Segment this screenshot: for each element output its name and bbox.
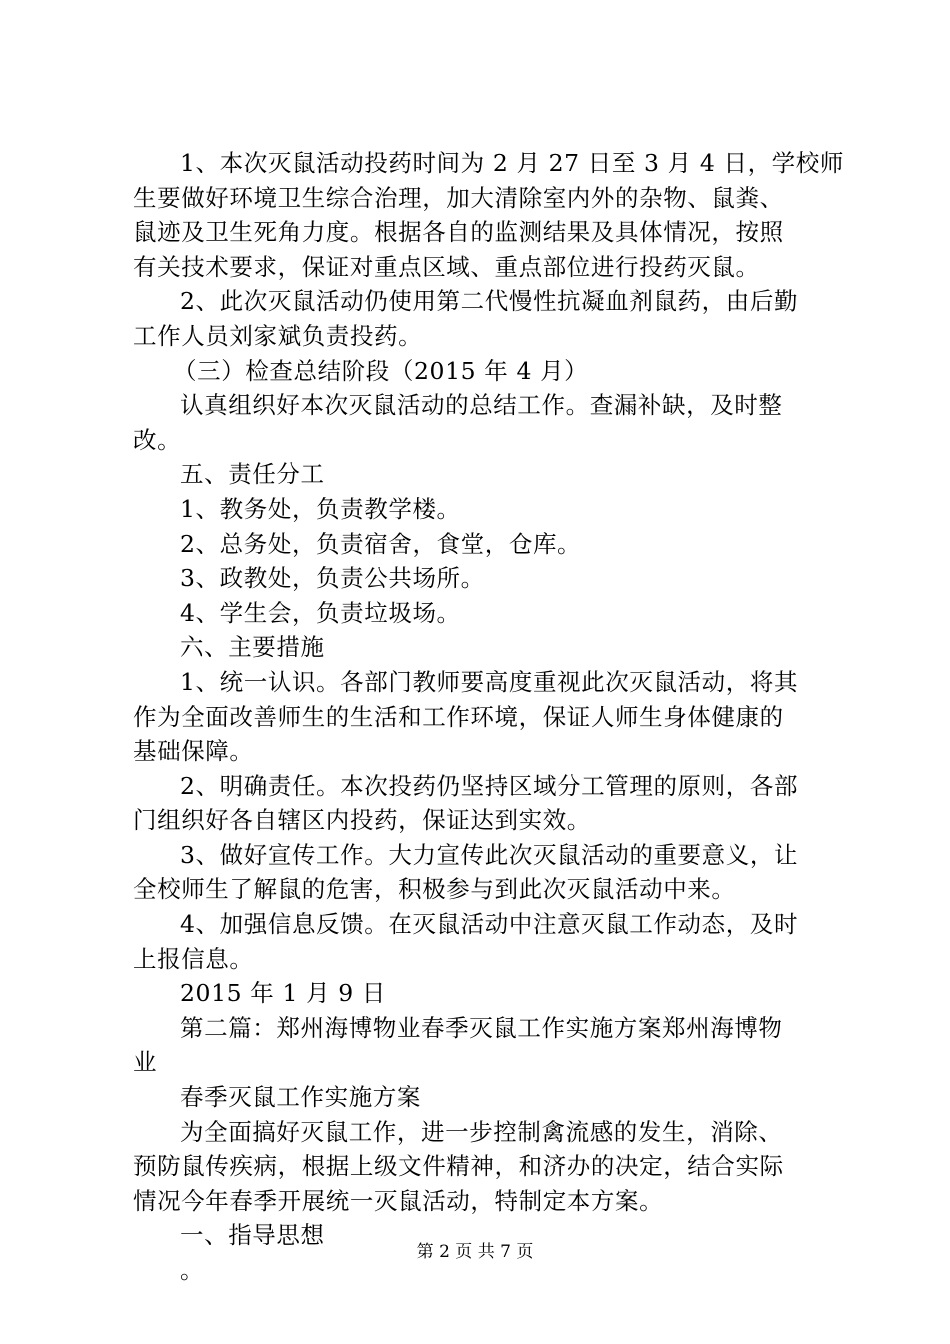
list-item: 2、总务处，负责宿舍，食堂，仓库。 xyxy=(180,529,582,558)
paragraph-line: 门组织好各自辖区内投药，保证达到实效。 xyxy=(133,806,591,835)
paragraph-line: 预防鼠传疾病，根据上级文件精神，和济办的决定，结合实际 xyxy=(133,1152,784,1181)
paragraph-line: 为全面搞好灭鼠工作，进一步控制禽流感的发生，消除、 xyxy=(180,1117,783,1146)
paragraph-line: 鼠迹及卫生死角力度。根据各自的监测结果及具体情况，按照 xyxy=(133,218,784,247)
paragraph-line: 工作人员刘家斌负责投药。 xyxy=(133,321,423,350)
paragraph-line: 基础保障。 xyxy=(133,737,254,766)
list-item: 3、政教处，负责公共场所。 xyxy=(180,564,485,593)
paragraph-line: 2、明确责任。本次投药仍坚持区域分工管理的原则，各部 xyxy=(180,771,799,800)
list-item: 1、教务处，负责教学楼。 xyxy=(180,494,461,523)
paragraph-line: 有关技术要求，保证对重点区域、重点部位进行投药灭鼠。 xyxy=(133,252,760,281)
article-subtitle: 春季灭鼠工作实施方案 xyxy=(180,1083,421,1112)
document-body xyxy=(133,146,844,1288)
paragraph-line: 上报信息。 xyxy=(133,944,254,973)
paragraph-line: 生要做好环境卫生综合治理，加大清除室内外的杂物、鼠粪、 xyxy=(133,183,784,212)
paragraph-line: 认真组织好本次灭鼠活动的总结工作。查漏补缺，及时整 xyxy=(180,391,783,420)
paragraph-line: 情况今年春季开展统一灭鼠活动，特制定本方案。 xyxy=(133,1186,664,1215)
page-number-footer: 第 2 页 共 7 页 xyxy=(416,1242,534,1262)
article-title: 业 xyxy=(133,1048,158,1077)
section-heading: 六、主要措施 xyxy=(180,633,325,662)
paragraph-line: 3、做好宣传工作。大力宣传此次灭鼠活动的重要意义，让 xyxy=(180,840,799,869)
section-heading: 五、责任分工 xyxy=(180,460,325,489)
paragraph-line: 1、本次灭鼠活动投药时间为 2 月 27 日至 3 月 4 日，学校师 xyxy=(180,149,844,177)
paragraph-line: 作为全面改善师生的生活和工作环境，保证人师生身体健康的 xyxy=(133,702,784,731)
section-heading: 一、指导思想 xyxy=(180,1221,325,1250)
article-title: 第二篇：郑州海博物业春季灭鼠工作实施方案郑州海博物 xyxy=(180,1013,783,1042)
list-item: 4、学生会，负责垃圾场。 xyxy=(180,598,461,627)
paragraph-line: 全校师生了解鼠的危害，积极参与到此次灭鼠活动中来。 xyxy=(133,875,736,904)
paragraph-line: 改。 xyxy=(133,425,182,454)
paragraph-line: 4、加强信息反馈。在灭鼠活动中注意灭鼠工作动态，及时 xyxy=(180,910,799,939)
paragraph-line: 1、统一认识。各部门教师要高度重视此次灭鼠活动，将其 xyxy=(180,667,799,696)
paragraph-line: 。 xyxy=(180,1256,205,1284)
section-heading: （三）检查总结阶段（2015 年 4 月） xyxy=(173,356,589,385)
paragraph-line: 2、此次灭鼠活动仍使用第二代慢性抗凝血剂鼠药，由后勤 xyxy=(180,287,799,316)
date-line: 2015 年 1 月 9 日 xyxy=(180,979,386,1008)
